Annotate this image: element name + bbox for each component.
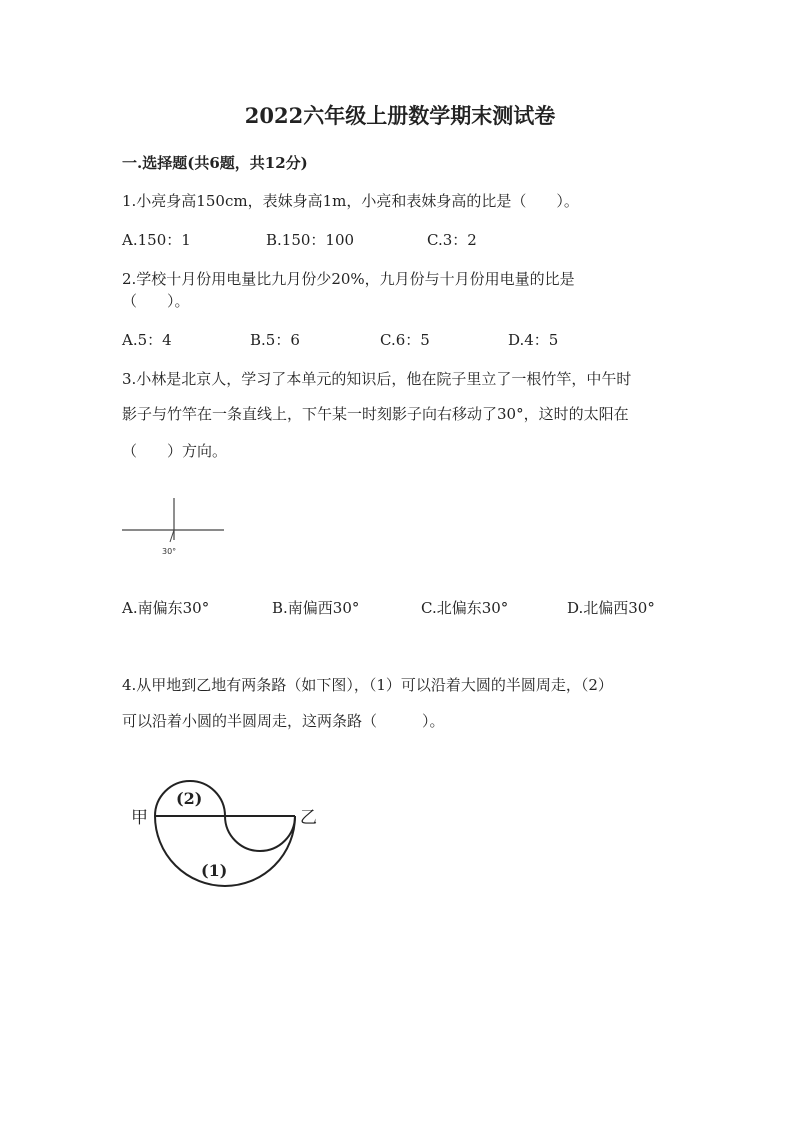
question-3-option-c: C.北偏东30°	[421, 599, 509, 617]
question-3-option-a: A.南偏东30°	[122, 599, 210, 617]
question-1-option-b: B.150：100	[266, 231, 355, 249]
angle-label: 30°	[162, 547, 177, 556]
question-3-text-line-1: 3.小林是北京人，学习了本单元的知识后，他在院子里立了一根竹竿，中午时	[122, 370, 632, 388]
question-4-text-line-2: 可以沿着小圆的半圆周走，这两条路（ ）。	[122, 712, 445, 730]
small-semicircle-lower	[225, 816, 295, 851]
question-3-option-b: B.南偏西30°	[272, 599, 360, 617]
question-1-text: 1.小亮身高150cm，表妹身高1m，小亮和表妹身高的比是（ ）。	[122, 192, 579, 210]
question-2-option-c: C.6：5	[380, 331, 430, 349]
page-title: 2022六年级上册数学期末测试卷	[244, 103, 556, 128]
end-point-label: 乙	[300, 808, 317, 828]
start-point-label: 甲	[131, 808, 148, 828]
question-4-text-line-1: 4.从甲地到乙地有两条路（如下图），（1）可以沿着大圆的半圆周走，（2）	[122, 676, 613, 694]
question-2-option-d: D.4：5	[508, 331, 559, 349]
two-paths-figure	[128, 768, 328, 898]
question-2-option-b: B.5：6	[250, 331, 300, 349]
question-3-option-d: D.北偏西30°	[567, 599, 655, 617]
path-2-label: (2)	[176, 789, 203, 808]
bamboo-shadow-figure	[118, 494, 228, 558]
question-2-text-line-2: （ ）。	[122, 292, 190, 310]
question-2-text-line-1: 2.学校十月份用电量比九月份少20%，九月份与十月份用电量的比是	[122, 270, 575, 288]
section-heading: 一.选择题(共6题，共12分)	[122, 154, 308, 172]
question-1-option-c: C.3：2	[427, 231, 477, 249]
angle-line	[170, 530, 174, 542]
question-2-option-a: A.5：4	[122, 331, 172, 349]
question-3-text-line-2: 影子与竹竿在一条直线上，下午某一时刻影子向右移动了30°，这时的太阳在	[122, 405, 629, 423]
question-3-text-line-3: （ ）方向。	[122, 442, 228, 460]
path-1-label: (1)	[201, 861, 228, 880]
question-1-option-a: A.150：1	[122, 231, 191, 249]
